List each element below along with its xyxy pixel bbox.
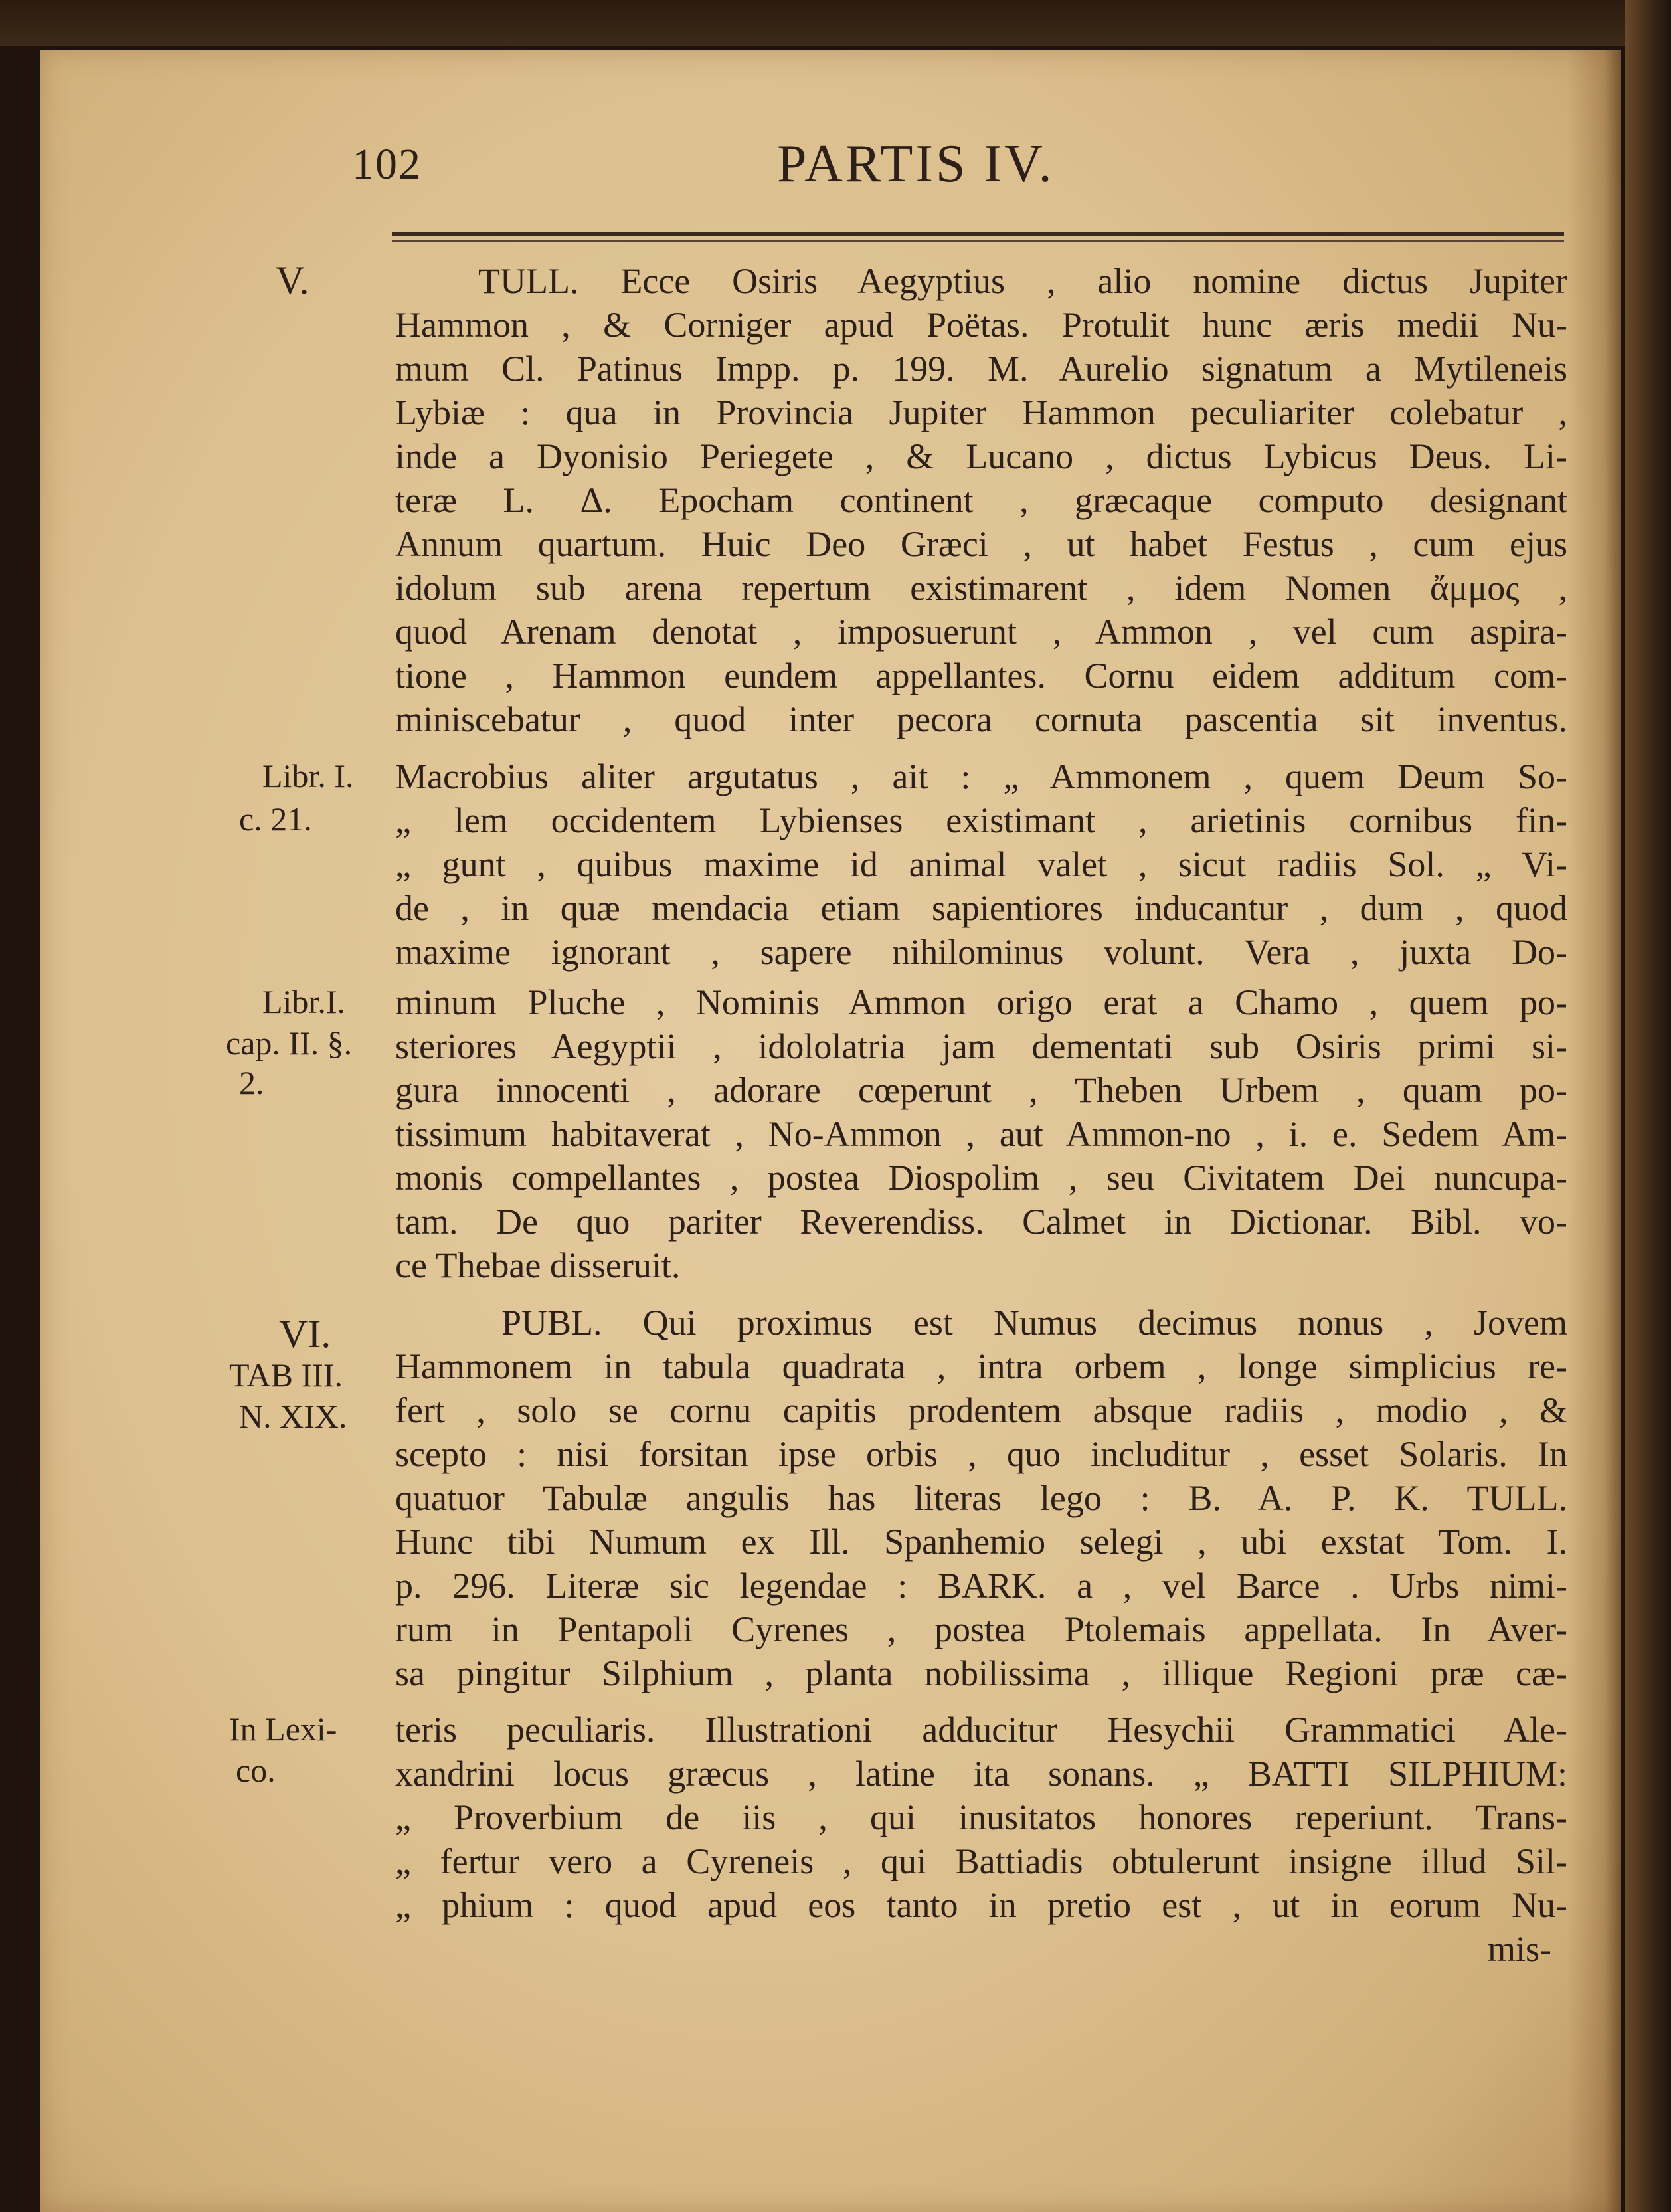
text-line: teræ L. Δ. Epocham continent , græcaque computo designant bbox=[395, 480, 1567, 520]
text-line: scepto : nisi forsitan ipse orbis , quo includitur , esset Solaris. In bbox=[395, 1434, 1567, 1474]
text-line: miniscebatur , quod inter pecora cornuta pascentia sit inventus. bbox=[395, 699, 1567, 739]
text-line: de , in quæ mendacia etiam sapientiores inducantur , dum , quod bbox=[395, 888, 1567, 928]
text-line: „ fertur vero a Cyreneis , qui Battiadis obtulerunt insigne illud Sil- bbox=[395, 1841, 1567, 1881]
text-line: p. 296. Literæ sic legendae : BARK. a , vel Barce . Urbs nimi- bbox=[395, 1566, 1567, 1606]
text-line: Hammonem in tabula quadrata , intra orbem , longe simplicius re- bbox=[395, 1346, 1567, 1386]
page-header bbox=[352, 113, 1547, 206]
text-line: maxime ignorant , sapere nihilominus volunt. Vera , juxta Do- bbox=[395, 932, 1567, 972]
margin-note-libr-i: Libr. I. bbox=[262, 757, 354, 794]
margin-note-co: co. bbox=[236, 1752, 276, 1789]
margin-note-libr-i-2: Libr.I. bbox=[262, 983, 345, 1020]
text-line: quod Arenam denotat , imposuerunt , Ammon , vel cum aspira- bbox=[395, 612, 1567, 652]
margin-note-in-lexico: In Lexi- bbox=[229, 1710, 337, 1748]
text-line: Hammon , & Corniger apud Poëtas. Protulit hunc æris medii Nu- bbox=[395, 305, 1567, 345]
margin-note-section-v: V. bbox=[276, 258, 309, 302]
text-line: quatuor Tabulæ angulis has literas lego : B. A. P. K. TULL. bbox=[395, 1478, 1567, 1518]
text-line: Annum quartum. Huic Deo Græci , ut habet Festus , cum ejus bbox=[395, 524, 1567, 564]
margin-note-tab-iii: TAB III. bbox=[229, 1356, 343, 1394]
text-line: „ Proverbium de iis , qui inusitatos honores reperiunt. Trans- bbox=[395, 1797, 1567, 1837]
text-line: idolum sub arena repertum existimarent , idem Nomen ἄμμος , bbox=[395, 568, 1567, 608]
text-line: mum Cl. Patinus Impp. p. 199. M. Aurelio signatum a Mytileneis bbox=[395, 349, 1567, 389]
text-line: Lybiæ : qua in Provincia Jupiter Hammon peculiariter colebatur , bbox=[395, 393, 1567, 432]
page-number: 102 bbox=[352, 140, 422, 189]
running-head: PARTIS IV. bbox=[777, 135, 1055, 193]
text-line: fert , solo se cornu capitis prodentem absque radiis , modio , & bbox=[395, 1390, 1567, 1430]
text-line: gura innocenti , adorare cœperunt , Theben Urbem , quam po- bbox=[395, 1070, 1567, 1110]
text-line: mis- bbox=[1488, 1929, 1552, 1969]
text-line: tissimum habitaverat , No-Ammon , aut Ammon-no , i. e. Sedem Am- bbox=[395, 1114, 1567, 1154]
header-rule bbox=[392, 232, 1564, 236]
text-line: rum in Pentapoli Cyrenes , postea Ptolemais appellata. In Aver- bbox=[395, 1610, 1567, 1649]
text-line: „ lem occidentem Lybienses existimant , arietinis cornibus fin- bbox=[395, 800, 1567, 840]
text-line: ce Thebae disseruit. bbox=[395, 1245, 681, 1285]
text-line: steriores Aegyptii , idololatria jam dementati sub Osiris primi si- bbox=[395, 1026, 1567, 1066]
text-line: „ phium : quod apud eos tanto in pretio est , ut in eorum Nu- bbox=[395, 1885, 1567, 1925]
text-line: teris peculiaris. Illustrationi adducitur Hesychii Grammatici Ale- bbox=[395, 1710, 1567, 1750]
text-line: Hunc tibi Numum ex Ill. Spanhemio selegi , ubi exstat Tom. I. bbox=[395, 1522, 1567, 1562]
margin-note-n-xix: N. XIX. bbox=[239, 1398, 347, 1435]
text-line: inde a Dyonisio Periegete , & Lucano , dictus Lybicus Deus. Li- bbox=[395, 436, 1567, 476]
margin-note-cap-ii: cap. II. §. bbox=[226, 1024, 353, 1061]
text-line: Macrobius aliter argutatus , ait : „ Ammonem , quem Deum So- bbox=[395, 757, 1567, 796]
text-line: sa pingitur Silphium , planta nobilissima , illique Regioni præ cæ- bbox=[395, 1653, 1567, 1693]
margin-note-section-vi: VI. bbox=[279, 1312, 331, 1356]
text-line: xandrini locus græcus , latine ita sonans. „ BATTI SILPHIUM: bbox=[395, 1754, 1567, 1794]
text-line: TULL. Ecce Osiris Aegyptius , alio nomine dictus Jupiter bbox=[478, 261, 1567, 301]
text-line: PUBL. Qui proximus est Numus decimus nonus , Jovem bbox=[501, 1303, 1567, 1342]
text-line: minum Pluche , Nominis Ammon origo erat a Chamo , quem po- bbox=[395, 982, 1567, 1022]
text-line: monis compellantes , postea Diospolim , seu Civitatem Dei nuncupa- bbox=[395, 1158, 1567, 1198]
margin-note-c21: c. 21. bbox=[239, 800, 312, 838]
margin-note-2: 2. bbox=[239, 1064, 264, 1101]
header-rule-thin bbox=[392, 240, 1564, 242]
text-line: tam. De quo pariter Reverendiss. Calmet in Dictionar. Bibl. vo- bbox=[395, 1202, 1567, 1242]
text-line: tione , Hammon eundem appellantes. Cornu eidem additum com- bbox=[395, 656, 1567, 695]
text-line: „ gunt , quibus maxime id animal valet , sicut radiis Sol. „ Vi- bbox=[395, 844, 1567, 884]
